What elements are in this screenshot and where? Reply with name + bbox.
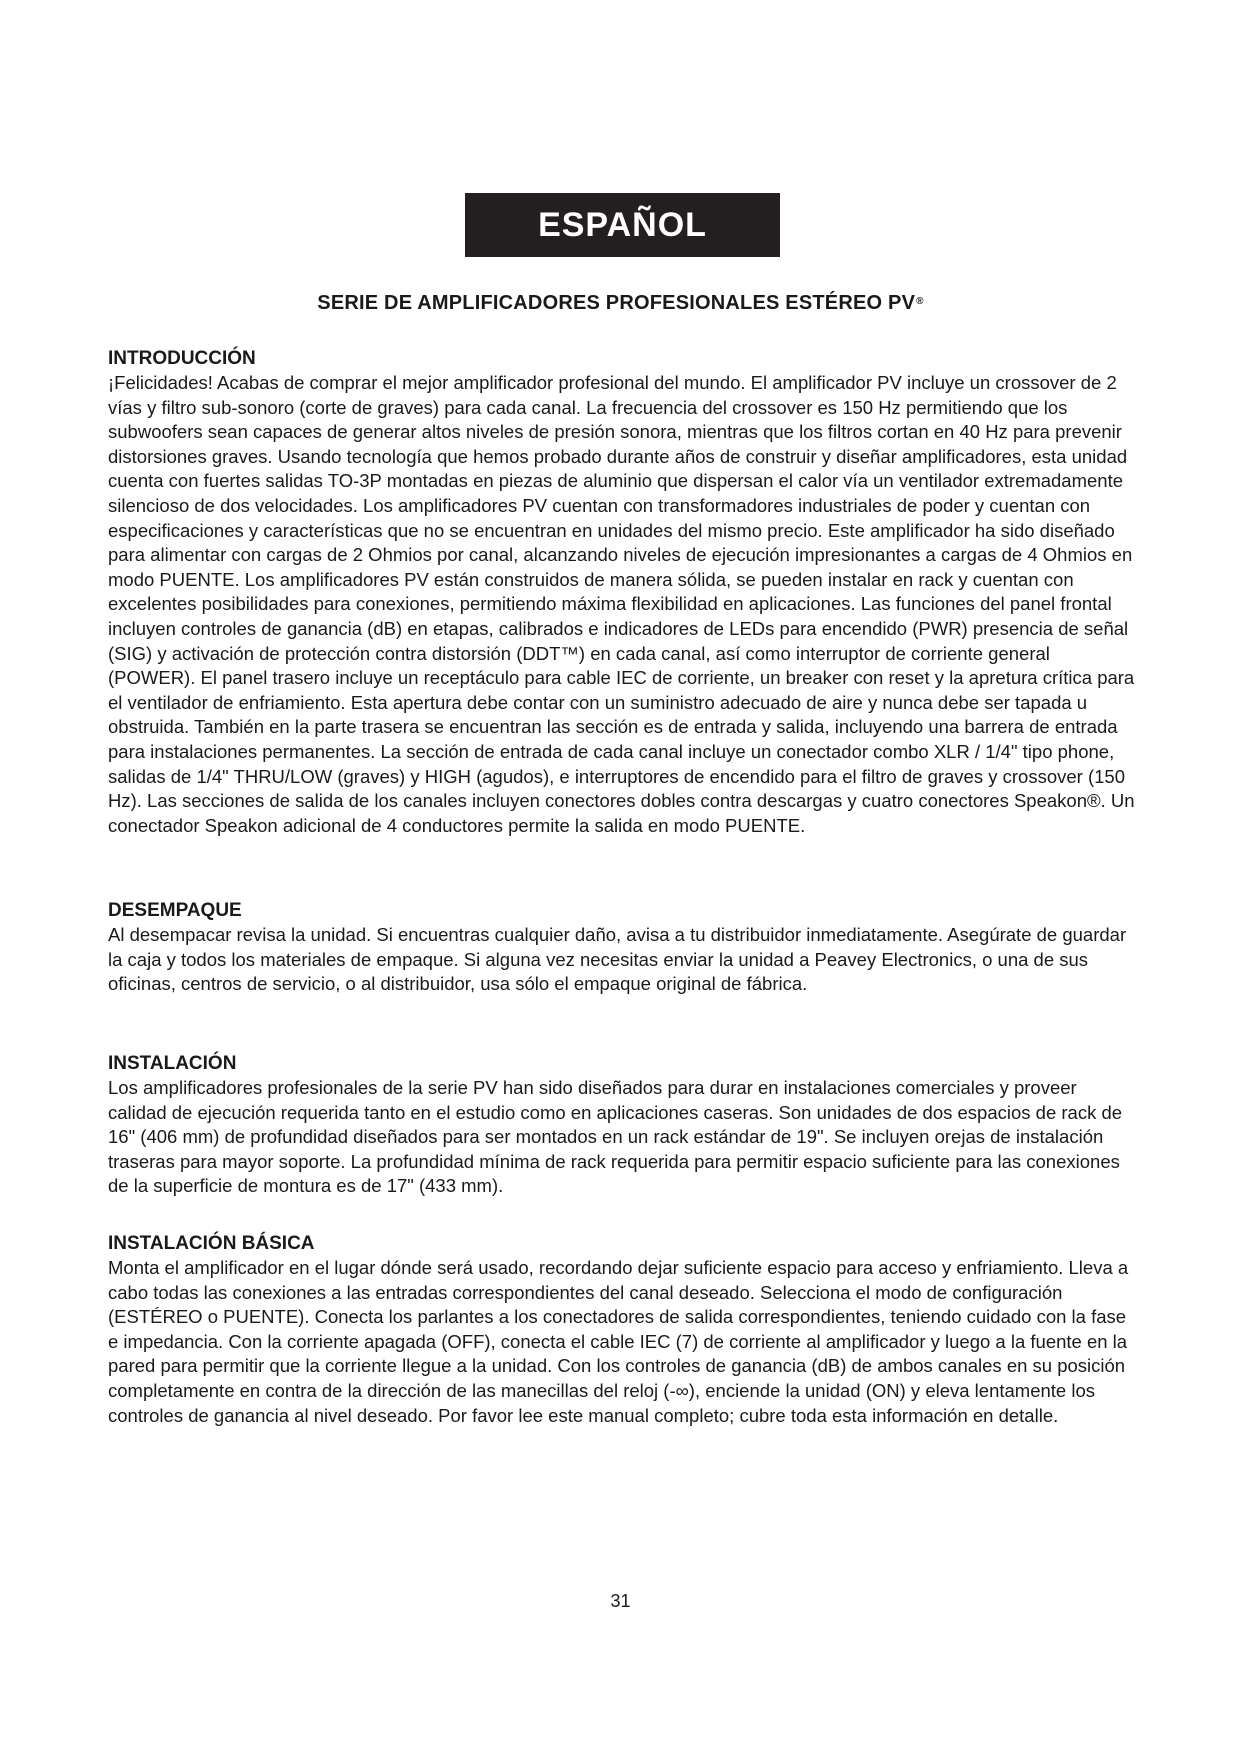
- section-body-introduccion: ¡Felicidades! Acabas de comprar el mejor amplificador profesional del mundo. El amplificador PV incluye un crossover de 2 vías y filtro sub-sonoro (corte de graves) para cada canal. La frecuencia del crossover es 150 Hz permitiendo que los subwoofers sean capaces de generar altos niveles de presión sonora, mientras que los filtros cortan en 40 Hz para prevenir distorsiones graves. Usando tecnología que hemos probado durante años de construir y diseñar amplificadores, esta unidad cuenta con fuertes salidas TO-3P montadas en piezas de aluminio que dispersan el calor vía un ventilador extremadamente silencioso de dos velocidades. Los amplificadores PV cuentan con transformadores industriales de poder y cuentan con especificaciones y características que no se encuentran en unidades del mismo precio. Este amplificador ha sido diseñado para alimentar con cargas de 2 Ohmios por canal, alcanzando niveles de ejecución impresionantes a cargas de 4 Ohmios en modo PUENTE. Los amplificadores PV están construidos de manera sólida, se pueden instalar en rack y cuentan con excelentes posibilidades para conexiones, permitiendo máxima flexibilidad en aplicaciones. Las funciones del panel frontal incluyen controles de ganancia (dB) en etapas, calibrados e indicadores de LEDs para encendido (PWR) presencia de señal (SIG) y activación de protección contra distorsión (DDT™) en cada canal, así como interruptor de corriente general (POWER). El panel trasero incluye un receptáculo para cable IEC de corriente, un breaker con reset y la apretura crítica para el ventilador de enfriamiento. Esta apertura debe contar con un suministro adecuado de aire y nunca debe ser tapada u obstruida. También en la parte trasera se encuentran las sección es de entrada y salida, incluyendo una barrera de entrada para instalaciones permanentes. La sección de entrada de cada canal incluye un conectador combo XLR / 1/4" tipo phone, salidas de 1/4" THRU/LOW (graves) y HIGH (agudos), e interruptores de encendido para el filtro de graves y crossover (150 Hz). Las secciones de salida de los canales incluyen conectores dobles contra descargas y cuatro conectores Speakon®. Un conectador Speakon adicional de 4 conductores permite la salida en modo PUENTE.: [108, 372, 1135, 836]
- section-heading-instalacion: INSTALACIÓN: [108, 1053, 237, 1074]
- section-desempaque: [108, 899, 1136, 997]
- registered-mark: ®: [916, 296, 924, 307]
- section-heading-desempaque: DESEMPAQUE: [108, 900, 242, 921]
- section-introduccion: [108, 347, 1136, 838]
- section-body-instalacion-basica: Monta el amplificador en el lugar dónde será usado, recordando dejar suficiente espacio para acceso y enfriamiento. Lleva a cabo todas las conexiones a las entradas correspondientes del canal deseado. Selecciona el modo de configuración (ESTÉREO o PUENTE). Conecta los parlantes a los conectadores de salida correspondientes, teniendo cuidado con la fase e impedancia. Con la corriente apagada (OFF), conecta el cable IEC (7) de corriente al amplificador y luego a la fuente en la pared para permitir que la corriente llegue a la unidad. Con los controles de ganancia (dB) de ambos canales en su posición completamente en contra de la dirección de las manecillas del reloj (-∞), enciende la unidad (ON) y eleva lentamente los controles de ganancia al nivel deseado. Por favor lee este manual completo; cubre toda esta información en detalle.: [108, 1257, 1129, 1426]
- subtitle-text: SERIE DE AMPLIFICADORES PROFESIONALES ESTÉREO PV: [317, 292, 916, 314]
- section-body-instalacion: Los amplificadores profesionales de la serie PV han sido diseñados para durar en instalaciones comerciales y proveer calidad de ejecución requerida tanto en el estudio como en aplicaciones caseras. Son unidades de dos espacios de rack de 16" (406 mm) de profundidad diseñados para ser montados en un rack estándar de 19". Se incluyen orejas de instalación traseras para mayor soporte. La profundidad mínima de rack requerida para permitir espacio suficiente para las conexiones de la superficie de montura es de 17" (433 mm).: [108, 1077, 1123, 1197]
- document-subtitle: [0, 292, 1241, 315]
- section-heading-instalacion-basica: INSTALACIÓN BÁSICA: [108, 1233, 315, 1254]
- page-number: 31: [610, 1591, 631, 1611]
- language-banner: [465, 193, 780, 257]
- section-body-desempaque: Al desempacar revisa la unidad. Si encuentras cualquier daño, avisa a tu distribuidor inmediatamente. Asegúrate de guardar la caja y todos los materiales de empaque. Si alguna vez necesitas enviar la unidad a Peavey Electronics, o una de sus oficinas, centros de servicio, o al distribuidor, usa sólo el empaque original de fábrica.: [108, 924, 1127, 995]
- language-title: ESPAÑOL: [538, 205, 707, 244]
- section-heading-introduccion: INTRODUCCIÓN: [108, 348, 256, 369]
- section-instalacion: [108, 1052, 1136, 1199]
- section-instalacion-basica: [108, 1232, 1136, 1428]
